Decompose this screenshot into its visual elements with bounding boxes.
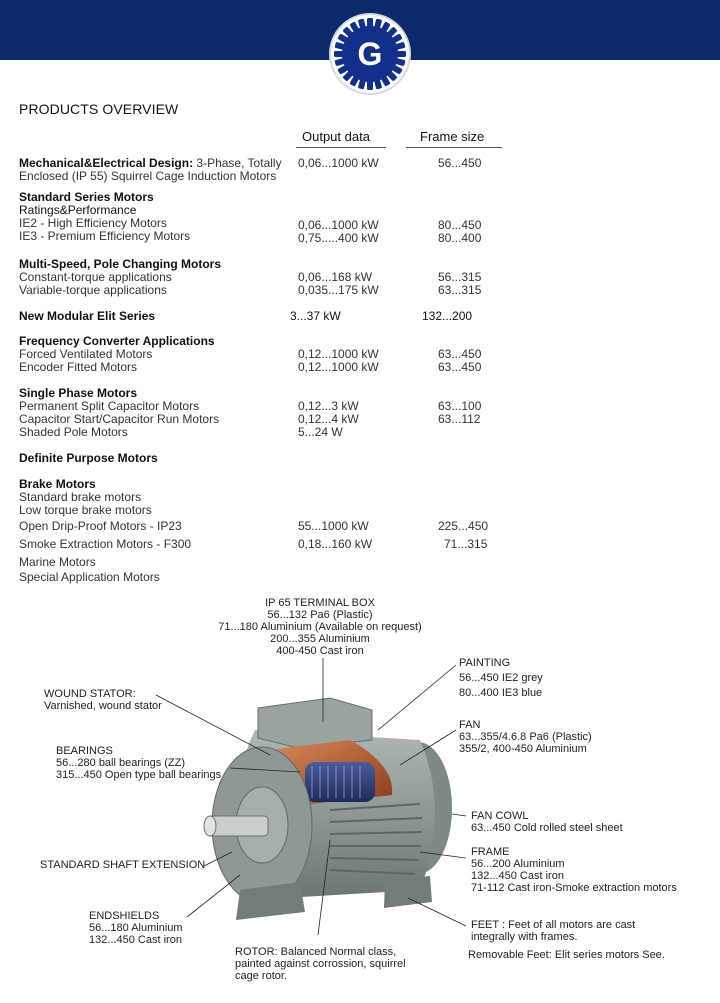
brake-section [19,478,152,517]
definite-heading: Definite Purpose Motors [19,451,158,465]
single-row-label: Capacitor Start/Capacitor Run Motors [19,412,220,426]
converter-section [19,335,215,374]
annotation-line: cage rotor. [235,970,287,982]
logo-gear-tooth [334,51,343,57]
terminal-box [258,698,372,748]
converter-heading: Frequency Converter Applications [19,334,215,348]
multispeed-row-label: Variable-torque applications [19,283,167,297]
converter-frame: 63...450 [438,360,482,374]
rotor [305,762,375,802]
annotation-line: 355/2, 400-450 Aluminium [459,743,587,755]
company-logo [329,13,411,95]
modular-heading: New Modular Elit Series [19,309,156,323]
converter-row-label: Forced Ventilated Motors [19,347,153,361]
dripproof-output: 55...1000 kW [298,519,369,533]
standard-section [19,191,190,243]
annotation-line: 56...280 ball bearings (ZZ) [56,757,186,769]
converter-output: 0,12...1000 kW [298,360,379,374]
single-heading: Single Phase Motors [19,386,138,400]
logo-letter: G [357,36,383,72]
annotation-line: BEARINGS [56,745,113,757]
multispeed-output: 0,035...175 kW [298,283,379,297]
standard-output: 0,75.....400 kW [298,231,379,245]
standard-output: 0,06...1000 kW [298,218,379,232]
annotation-line: 56...200 Aluminium [471,858,565,870]
annotation-terminal-box [210,597,430,657]
brake-row: Standard brake motors [19,490,142,504]
annotation-line: 56...450 IE2 grey [459,672,543,684]
frame-column-rule [406,147,502,148]
annotation-painting [459,657,543,699]
annotation-line: FAN [459,719,481,731]
annotation-line: 200...355 Aluminium [270,633,370,645]
smoke-frame: 71...315 [444,537,488,551]
shaft [208,816,268,836]
annotation-line: Varnished, wound stator [44,700,162,712]
marine-label: Marine Motors [19,555,96,569]
modular-frame: 132...200 [422,309,473,323]
multispeed-heading: Multi-Speed, Pole Changing Motors [19,257,221,271]
single-row-label: Permanent Split Capacitor Motors [19,399,200,413]
annotation-line: 71...180 Aluminium (Available on request) [218,621,422,633]
annotation-bearings [56,745,221,781]
annotation-line: Removable Feet: Elit series motors See. [468,949,665,961]
single-output: 0,12...4 kW [298,412,359,426]
brake-heading: Brake Motors [19,477,96,491]
multispeed-frame: 63...315 [438,283,482,297]
design-section [19,157,282,183]
multispeed-output: 0,06...168 kW [298,270,373,284]
annotation-line: 132...450 Cast iron [89,934,182,946]
single-row-label: Shaded Pole Motors [19,425,128,439]
design-output: 0,06...1000 kW [298,156,379,170]
design-text-2: Enclosed (IP 55) Squirrel Cage Induction Motors [19,169,277,183]
annotation-line: 132...450 Cast iron [471,870,564,882]
single-frame: 63...112 [438,412,481,426]
annotation-line: FRAME [471,846,510,858]
annotation-wound-stator [44,688,162,712]
annotation-fan-cowl [471,810,623,834]
smoke-label: Smoke Extraction Motors - F300 [19,537,192,551]
annotation-line: integrally with frames. [471,931,578,943]
output-column-header: Output data [302,129,370,144]
standard-row-label: IE2 - High Efficiency Motors [19,216,167,230]
frame-column-header: Frame size [420,129,485,144]
annotation-line: 315...450 Open type ball bearings [56,769,222,781]
annotation-frame [471,846,677,894]
standard-frame: 80...400 [438,231,482,245]
annotation-line: painted against corrossion, squirrel [235,958,406,970]
annotation-endshields [89,910,183,946]
annotation-line: 63...450 Cold rolled steel sheet [471,822,623,834]
annotation-line: IP 65 TERMINAL BOX [265,597,375,609]
annotation-feet [471,919,635,943]
logo-gear-tooth [367,81,373,90]
converter-row-label: Encoder Fitted Motors [19,360,138,374]
logo-gear-tooth [397,51,406,57]
multispeed-row-label: Constant-torque applications [19,270,172,284]
single-output: 0,12...3 kW [298,399,359,413]
page-title: PRODUCTS OVERVIEW [19,101,179,117]
output-column-rule [296,147,386,148]
annotation-line: 80...400 IE3 blue [459,687,543,699]
annotation-line: 56...132 Pa6 (Plastic) [267,609,373,621]
standard-frame: 80...450 [438,218,482,232]
multispeed-frame: 56...315 [438,270,482,284]
standard-heading: Standard Series Motors [19,190,154,204]
design-text-1: 3-Phase, Totally [193,156,282,170]
annotation-line: ROTOR: Balanced Normal class, [235,946,397,958]
definite-section [19,452,158,465]
annotation-line: 56...180 Aluminium [89,922,183,934]
multispeed-section [19,258,221,297]
standard-subheading: Ratings&Performance [19,203,137,217]
annotation-line: 63...355/4.6.8 Pa6 (Plastic) [459,731,592,743]
annotation-line: FEET : Feet of all motors are cast [471,919,636,931]
dripproof-frame: 225...450 [438,519,489,533]
logo-gear-tooth [367,18,373,27]
dripproof-label: Open Drip-Proof Motors - IP23 [19,519,182,533]
annotation-removable-feet [468,949,665,961]
annotation-line: STANDARD SHAFT EXTENSION [40,859,206,871]
annotation-fan [459,719,592,755]
modular-output: 3...37 kW [290,309,341,323]
annotation-line: 400-450 Cast iron [276,645,364,657]
design-frame: 56...450 [438,156,482,170]
special-label: Special Application Motors [19,570,160,584]
brake-row: Low torque brake motors [19,503,152,517]
annotation-shaft [40,859,205,871]
single-output: 5...24 W [298,425,343,439]
standard-row-label: IE3 - Premium Efficiency Motors [19,229,191,243]
design-label: Mechanical&Electrical Design: [19,156,194,170]
annotation-line: WOUND STATOR: [44,688,136,700]
annotation-line: FAN COWL [471,810,529,822]
smoke-output: 0,18...160 kW [298,537,373,551]
modular-section [19,310,155,323]
annotation-rotor [235,946,406,982]
single-section [19,387,219,439]
annotation-line: ENDSHIELDS [89,910,160,922]
annotation-line: 71-112 Cast iron-Smoke extraction motors [471,882,677,894]
single-frame: 63...100 [438,399,482,413]
converter-frame: 63...450 [438,347,482,361]
annotation-line: PAINTING [459,657,511,669]
converter-output: 0,12...1000 kW [298,347,379,361]
